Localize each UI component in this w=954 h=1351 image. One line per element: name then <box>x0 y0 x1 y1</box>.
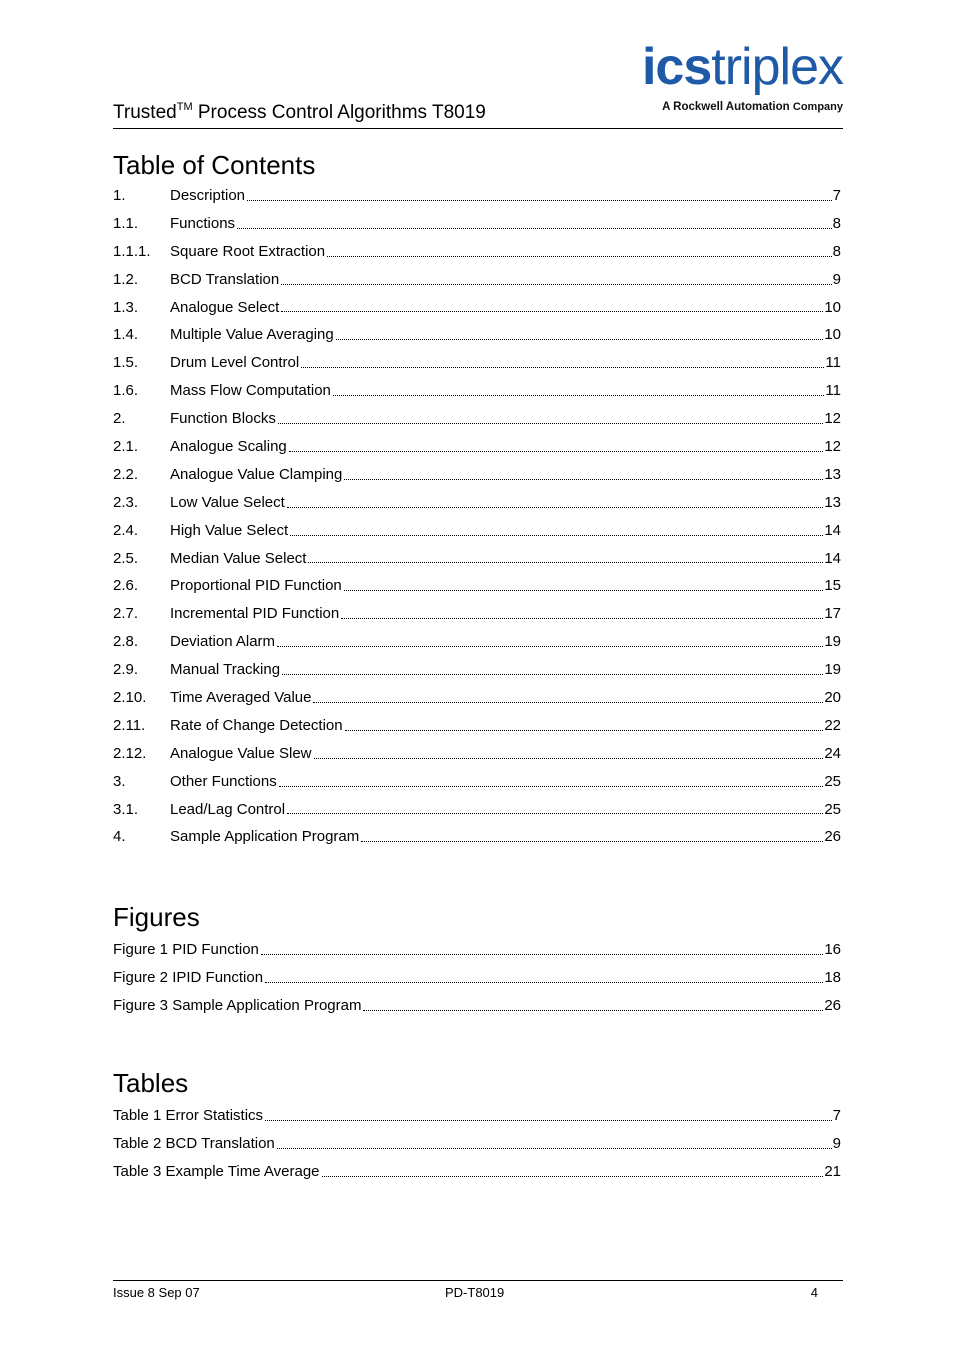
entry-page-number: 12 <box>824 410 841 428</box>
entry-number: 2.11. <box>113 716 146 734</box>
entry-number: 2.8. <box>113 633 139 651</box>
entry-number: 2.7. <box>113 605 139 623</box>
entry-label: Rate of Change Detection <box>170 716 343 734</box>
toc-entry[interactable] <box>113 242 841 270</box>
logo-wordmark <box>642 38 843 96</box>
toc-entry[interactable] <box>113 214 841 242</box>
dot-leader <box>290 535 823 536</box>
entry-page-number: 22 <box>824 716 841 734</box>
entry-number: 1.1.1. <box>113 242 151 260</box>
dot-leader <box>237 228 832 229</box>
title-main: Trusted <box>113 102 177 123</box>
toc-entry[interactable] <box>113 437 841 465</box>
entry-page-number: 12 <box>824 438 841 456</box>
entry-page-number: 8 <box>832 242 841 260</box>
dot-leader <box>341 618 823 619</box>
footer-doc-id: PD-T8019 <box>445 1285 505 1300</box>
dot-leader <box>308 562 823 563</box>
entry-number: 2.6. <box>113 577 139 595</box>
figures-list-section <box>113 902 841 1024</box>
entry-label: Manual Tracking <box>170 661 281 679</box>
entry-number: 2.12. <box>113 744 147 762</box>
entry-label: Other Functions <box>170 772 277 790</box>
toc-entry[interactable] <box>113 827 841 855</box>
page-header <box>113 40 843 129</box>
toc-entry[interactable] <box>113 772 841 800</box>
entry-label: Figure 2 IPID Function <box>113 968 264 986</box>
dot-leader <box>247 200 832 201</box>
entry-number: 2.5. <box>113 549 139 567</box>
dot-leader <box>344 479 823 480</box>
dot-leader <box>281 311 823 312</box>
dot-leader <box>301 367 824 368</box>
toc-entry[interactable] <box>113 940 841 968</box>
entry-page-number: 17 <box>824 605 841 623</box>
page-footer <box>113 1280 843 1300</box>
logo-triplex: triplex <box>711 38 843 96</box>
entry-page-number: 15 <box>824 577 841 595</box>
toc-heading: Table of Contents <box>113 150 316 180</box>
entry-page-number: 19 <box>824 633 841 651</box>
toc-entry[interactable] <box>113 1134 841 1162</box>
entry-page-number: 19 <box>824 661 841 679</box>
entry-label: Drum Level Control <box>170 354 300 372</box>
entry-label: Low Value Select <box>170 493 285 511</box>
logo-tagline <box>662 101 843 113</box>
dot-leader <box>327 256 832 257</box>
entry-number: 1.6. <box>113 382 139 400</box>
dot-leader <box>313 702 823 703</box>
logo-tagline-main: A Rockwell Automation <box>662 101 790 113</box>
dot-leader <box>277 1148 832 1149</box>
entry-label: Description <box>170 187 246 204</box>
toc-entry[interactable] <box>113 521 841 549</box>
toc-entry[interactable] <box>113 493 841 521</box>
dot-leader <box>333 395 825 396</box>
entry-page-number: 11 <box>825 354 841 372</box>
entry-number: 1.1. <box>113 214 139 232</box>
entry-label: Mass Flow Computation <box>170 382 331 400</box>
toc-entry[interactable] <box>113 465 841 493</box>
entry-number: 4. <box>113 828 126 846</box>
entry-number: 2.10. <box>113 689 147 707</box>
entry-page-number: 8 <box>832 214 841 232</box>
entry-page-number: 20 <box>824 689 841 707</box>
dot-leader <box>314 758 824 759</box>
entry-page-number: 21 <box>824 1162 841 1180</box>
entry-label: Time Averaged Value <box>170 689 312 707</box>
dot-leader <box>289 451 824 452</box>
entry-label: Analogue Select <box>170 298 280 316</box>
toc-entry[interactable] <box>113 298 841 326</box>
entry-page-number: 25 <box>824 772 841 790</box>
logo-ics: ics <box>641 38 712 96</box>
entry-page-number: 13 <box>824 493 841 511</box>
entry-label: Table 1 Error Statistics <box>113 1107 264 1124</box>
entry-page-number: 18 <box>824 968 841 986</box>
toc-entry[interactable] <box>113 1106 841 1134</box>
toc-entry[interactable] <box>113 968 841 996</box>
toc-entry[interactable] <box>113 325 841 353</box>
entry-label: BCD Translation <box>170 270 280 288</box>
dot-leader <box>277 646 823 647</box>
entry-page-number: 7 <box>832 1107 841 1124</box>
entry-number: 1.4. <box>113 326 139 344</box>
dot-leader <box>265 1120 832 1121</box>
dot-leader <box>287 813 823 814</box>
toc-list <box>113 186 841 855</box>
entry-page-number: 25 <box>824 800 841 818</box>
tables-list <box>113 1106 841 1190</box>
entry-label: Deviation Alarm <box>170 633 276 651</box>
entry-number: 1. <box>113 187 126 204</box>
table-of-contents <box>113 150 841 855</box>
entry-number: 2.4. <box>113 521 139 539</box>
entry-number: 2.1. <box>113 438 139 456</box>
entry-number: 3.1. <box>113 800 139 818</box>
entry-number: 1.3. <box>113 298 139 316</box>
toc-entry[interactable] <box>113 660 841 688</box>
entry-label: Proportional PID Function <box>170 577 342 595</box>
dot-leader <box>281 284 831 285</box>
entry-page-number: 24 <box>824 744 841 762</box>
dot-leader <box>261 954 823 955</box>
toc-entry[interactable] <box>113 716 841 744</box>
entry-label: Analogue Scaling <box>170 438 287 456</box>
toc-entry[interactable] <box>113 381 841 409</box>
document-title <box>113 102 486 124</box>
toc-entry[interactable] <box>113 996 841 1024</box>
toc-entry[interactable] <box>113 576 841 604</box>
toc-entry[interactable] <box>113 409 841 437</box>
dot-leader <box>287 507 824 508</box>
entry-label: Sample Application Program <box>170 828 360 846</box>
entry-label: Square Root Extraction <box>170 242 326 260</box>
dot-leader <box>265 982 823 983</box>
entry-label: High Value Select <box>170 521 289 539</box>
entry-page-number: 26 <box>824 828 841 846</box>
entry-page-number: 14 <box>824 549 841 567</box>
dot-leader <box>282 674 823 675</box>
toc-entry[interactable] <box>113 270 841 298</box>
dot-leader <box>363 1010 823 1011</box>
toc-entry[interactable] <box>113 800 841 828</box>
entry-label: Multiple Value Averaging <box>170 326 334 344</box>
toc-entry[interactable] <box>113 353 841 381</box>
dot-leader <box>344 590 824 591</box>
entry-label: Table 2 BCD Translation <box>113 1134 275 1152</box>
entry-number: 3. <box>113 772 126 790</box>
tables-list-section <box>113 1068 841 1190</box>
figures-heading: Figures <box>113 902 200 932</box>
entry-page-number: 14 <box>824 521 841 539</box>
entry-page-number: 16 <box>824 941 841 958</box>
entry-label: Function Blocks <box>170 410 276 428</box>
dot-leader <box>345 730 824 731</box>
logo-tagline-company: Company <box>792 101 843 113</box>
title-rest: Process Control Algorithms T8019 <box>192 102 486 123</box>
toc-entry[interactable] <box>113 632 841 660</box>
entry-label: Analogue Value Clamping <box>170 465 343 483</box>
entry-page-number: 26 <box>824 996 841 1014</box>
entry-page-number: 7 <box>832 187 841 204</box>
entry-label: Figure 1 PID Function <box>113 941 259 958</box>
footer-issue: Issue 8 Sep 07 <box>113 1285 200 1300</box>
dot-leader <box>278 423 823 424</box>
entry-number: 1.2. <box>113 270 139 288</box>
tables-heading: Tables <box>113 1068 189 1098</box>
toc-entry[interactable] <box>113 1162 841 1190</box>
entry-label: Lead/Lag Control <box>170 800 286 818</box>
footer-page-number: 4 <box>810 1285 818 1300</box>
dot-leader <box>322 1176 824 1177</box>
entry-number: 2.9. <box>113 661 139 679</box>
figures-list <box>113 940 841 1024</box>
ics-triplex-logo <box>611 40 843 118</box>
trademark-mark: TM <box>176 101 193 113</box>
entry-page-number: 10 <box>824 326 841 344</box>
entry-label: Analogue Value Slew <box>170 744 312 762</box>
entry-page-number: 9 <box>832 1134 841 1152</box>
entry-label: Figure 3 Sample Application Program <box>113 996 362 1014</box>
dot-leader <box>336 339 824 340</box>
entry-page-number: 11 <box>825 382 841 400</box>
entry-number: 1.5. <box>113 354 139 372</box>
entry-number: 2.3. <box>113 493 139 511</box>
entry-page-number: 9 <box>832 270 841 288</box>
entry-number: 2.2. <box>113 465 139 483</box>
entry-number: 2. <box>113 410 126 428</box>
toc-entry[interactable] <box>113 744 841 772</box>
dot-leader <box>361 841 823 842</box>
entry-page-number: 10 <box>824 298 841 316</box>
toc-entry[interactable] <box>113 186 841 214</box>
toc-entry[interactable] <box>113 549 841 577</box>
entry-label: Incremental PID Function <box>170 605 340 623</box>
entry-label: Functions <box>170 214 236 232</box>
dot-leader <box>279 786 824 787</box>
entry-label: Table 3 Example Time Average <box>113 1162 320 1180</box>
toc-entry[interactable] <box>113 604 841 632</box>
entry-label: Median Value Select <box>170 549 307 567</box>
entry-page-number: 13 <box>824 465 841 483</box>
toc-entry[interactable] <box>113 688 841 716</box>
